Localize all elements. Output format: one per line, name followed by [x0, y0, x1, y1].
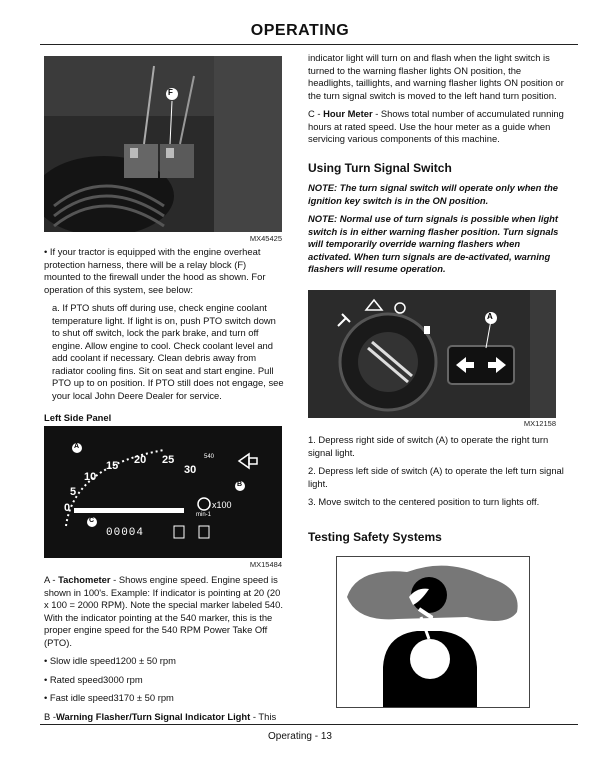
note-flashers: NOTE: Normal use of turn signals is possible when light switch is in either warning flasher position. Turn signals will temporarily override warning flashers when activated. When turn signals are de-activated, warning flashers will resume operation. — [308, 213, 559, 274]
pto-540-marker: 540 — [204, 454, 215, 460]
speed-bullet: • Rated speed3000 rpm — [44, 673, 143, 685]
item-a-label: A - — [44, 574, 56, 585]
callout-a-switch: A — [487, 312, 493, 321]
page-title: OPERATING — [250, 22, 350, 39]
tach-zero: 0 — [64, 502, 71, 514]
step-item: 2. Depress left side of switch (A) to operate the left turn signal light. — [308, 465, 564, 489]
step-item: 3. Move switch to the centered position to turn lights off. — [308, 496, 540, 507]
figure-caption-turn: MX12158 — [523, 419, 556, 428]
testing-safety-heading: Testing Safety Systems — [308, 529, 442, 544]
speed-bullet: • Fast idle speed3170 ± 50 rpm — [44, 692, 174, 703]
hour-meter-digits: 00004 — [106, 527, 145, 539]
safety-pictogram — [336, 556, 530, 708]
tach-number-15: 15 — [106, 460, 119, 472]
tach-number-25: 25 — [162, 454, 175, 466]
header-rule — [40, 44, 578, 45]
tach-number-10: 10 — [84, 471, 97, 483]
figure-caption-dash: MX15484 — [249, 560, 282, 569]
paragraph-relay: • If your tractor is equipped with the engine overheat protection harness, there will be a relay block (F) mounted to the firewall under the hood as shown. For operation of this system, see below: — [44, 246, 266, 295]
turn-signal-steps — [308, 434, 564, 549]
footer-rule — [40, 724, 578, 725]
turn-signal-heading: Using Turn Signal Switch — [308, 160, 452, 175]
relay-block-photo — [44, 56, 282, 232]
callout-c-dash: C — [89, 517, 95, 524]
note-ignition: NOTE: The turn signal switch will operate only when the ignition key switch is in the ON position. — [308, 182, 559, 206]
tach-multiplier: x100 — [212, 500, 232, 510]
callout-b-dash: B — [237, 481, 243, 488]
tach-number-30: 30 — [184, 464, 197, 476]
tachometer-description — [44, 574, 284, 649]
figure-caption-relay: MX45425 — [249, 234, 282, 243]
item-b-term: Warning Flasher/Turn Signal Indicator Light — [55, 710, 251, 722]
warning-flasher-continued: indicator light will turn on and flash when the light switch is turned to the warning flasher lights ON position, the headlights, taillights, and warning flasher lights ON position or the turn signal switch is moved to the left hand turn position. — [308, 52, 564, 101]
item-a-text: - Shows engine speed. Engine speed is shown in 100's. Example: If indicator is pointing at 20 (20 x 100 = 2000 RPM). Note the special marker labeled 540. With the indicator pointing at the 540 marker, this is the proper engine speed for the 540 RPM Power Take Off (PTO). — [44, 574, 283, 648]
item-b-label: B - — [44, 710, 56, 722]
left-column-text — [44, 246, 284, 431]
tach-number-20: 20 — [134, 454, 147, 466]
turn-signal-photo — [308, 290, 556, 418]
left-side-panel-heading: Left Side Panel — [44, 412, 112, 423]
page-number: Operating - 13 — [268, 731, 332, 742]
dashboard-photo — [44, 426, 282, 558]
warning-flasher-description — [44, 711, 284, 724]
item-a-term: Tachometer — [58, 574, 111, 585]
hour-meter-description — [308, 108, 564, 146]
item-c-label: C - — [308, 108, 321, 119]
tach-number-5: 5 — [70, 486, 77, 498]
paragraph-pto: a. If PTO shuts off during use, check engine coolant temperature light. If light is on, push PTO switch down to shut off switch, lock the park brake, and turn off engine. Allow engine to cool. Check coolant level and add coolant if necessary. Clean debris away from radiator cooling fins. Sit on seat and start engine. Pull PTO up to on position. If PTO still does not engage, see your local John Deere Dealer for service. — [52, 302, 284, 401]
tach-units: min-1 — [196, 512, 212, 518]
item-c-term: Hour Meter — [323, 108, 373, 119]
step-item: 1. Depress right side of switch (A) to operate the right turn signal light. — [308, 434, 549, 458]
left-column-descriptions — [44, 574, 284, 729]
item-b-text: - This — [250, 710, 277, 722]
right-column-text — [308, 52, 564, 282]
speed-bullet: • Slow idle speed1200 ± 50 rpm — [44, 655, 176, 666]
item-c-text: - Shows total number of accumulated running hours at rated speed. Use the hour meter as a guide when servicing various components of this machine. — [308, 108, 564, 144]
callout-f: F — [168, 88, 173, 97]
callout-a-dash: A — [74, 443, 80, 450]
